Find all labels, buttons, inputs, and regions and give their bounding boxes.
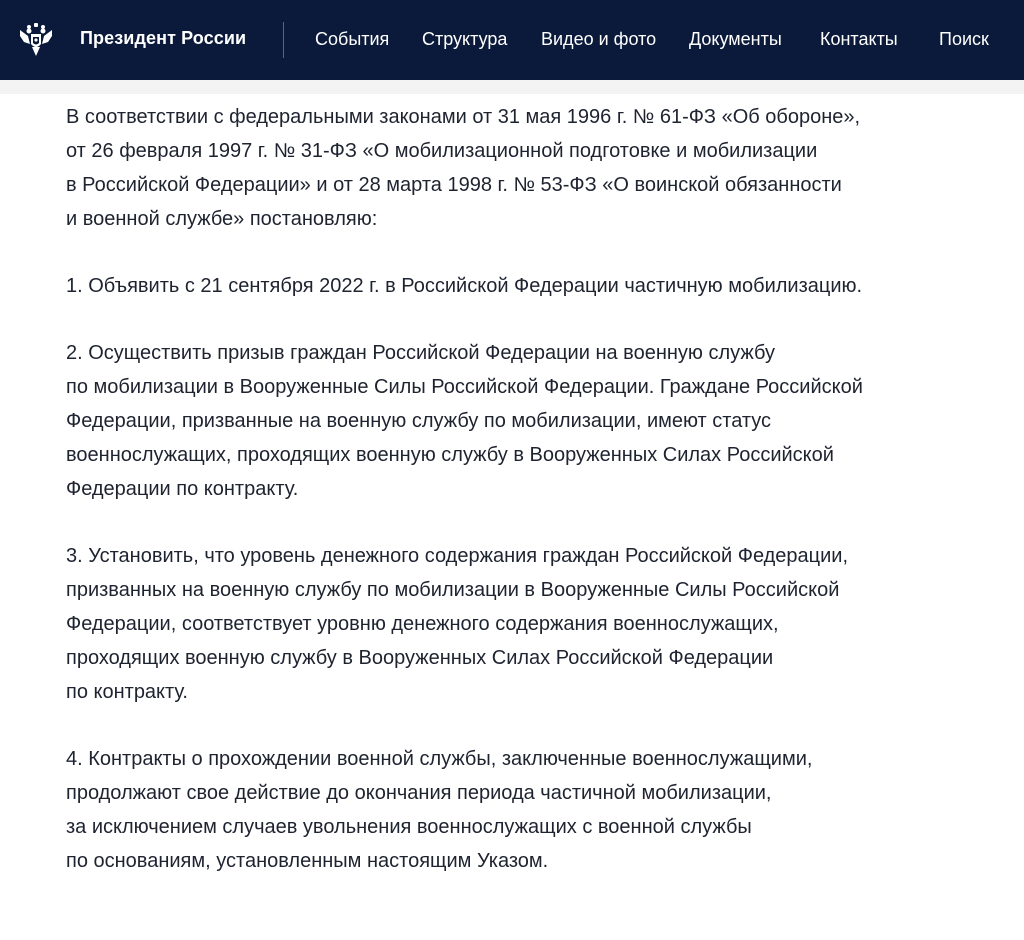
nav-link-video-photo[interactable]: Видео и фото — [541, 29, 657, 49]
header-shadow-band — [0, 80, 1024, 94]
top-navigation-bar — [0, 0, 1024, 80]
decree-item-1: 1. Объявить с 21 сентября 2022 г. в Российской Федерации частичную мобилизацию. — [66, 275, 863, 297]
double-headed-eagle-icon[interactable] — [16, 20, 56, 60]
nav-link-structure[interactable]: Структура — [422, 29, 508, 49]
nav-link-search[interactable]: Поиск — [939, 29, 989, 49]
decree-item-3: 3. Установить, что уровень денежного содержания граждан Российской Федерации, призванных на военную службу по мобилизации в Вооруженные Силы Российской Федерации, соответствует уровню денежного содержания военнослужащих, проходящих военную службу в Вооруженных Силах Российской Федерации по контракту. — [66, 545, 849, 703]
site-title[interactable]: Президент России — [80, 28, 247, 48]
nav-link-events[interactable]: События — [315, 29, 390, 49]
decree-preamble: В соответствии с федеральными законами от 31 мая 1996 г. № 61-ФЗ «Об обороне», от 26 февраля 1997 г. № 31-ФЗ «О мобилизационной подготовке и мобилизации в Российской Федерации» и от 28 марта 1998 г. № 53-ФЗ «О воинской обязанности и военной службе» постановляю: — [66, 106, 861, 230]
decree-item-2: 2. Осуществить призыв граждан Российской Федерации на военную службу по мобилизации в Вооруженные Силы Российской Федерации. Граждане Российской Федерации, призванные на военную службу по мобилизации, имеют статус военнослужащих, проходящих военную службу в Вооруженных Силах Российской Федерации по контракту. — [66, 342, 863, 500]
nav-link-contacts[interactable]: Контакты — [820, 29, 898, 49]
nav-link-documents[interactable]: Документы — [689, 29, 782, 49]
decree-item-4: 4. Контракты о прохождении военной службы, заключенные военнослужащими, продолжают свое действие до окончания периода частичной мобилизации, за исключением случаев увольнения военнослужащих с военной службы по основаниям, установленным настоящим Указом. — [66, 748, 813, 872]
decree-text — [66, 100, 966, 911]
header-divider — [283, 22, 284, 58]
